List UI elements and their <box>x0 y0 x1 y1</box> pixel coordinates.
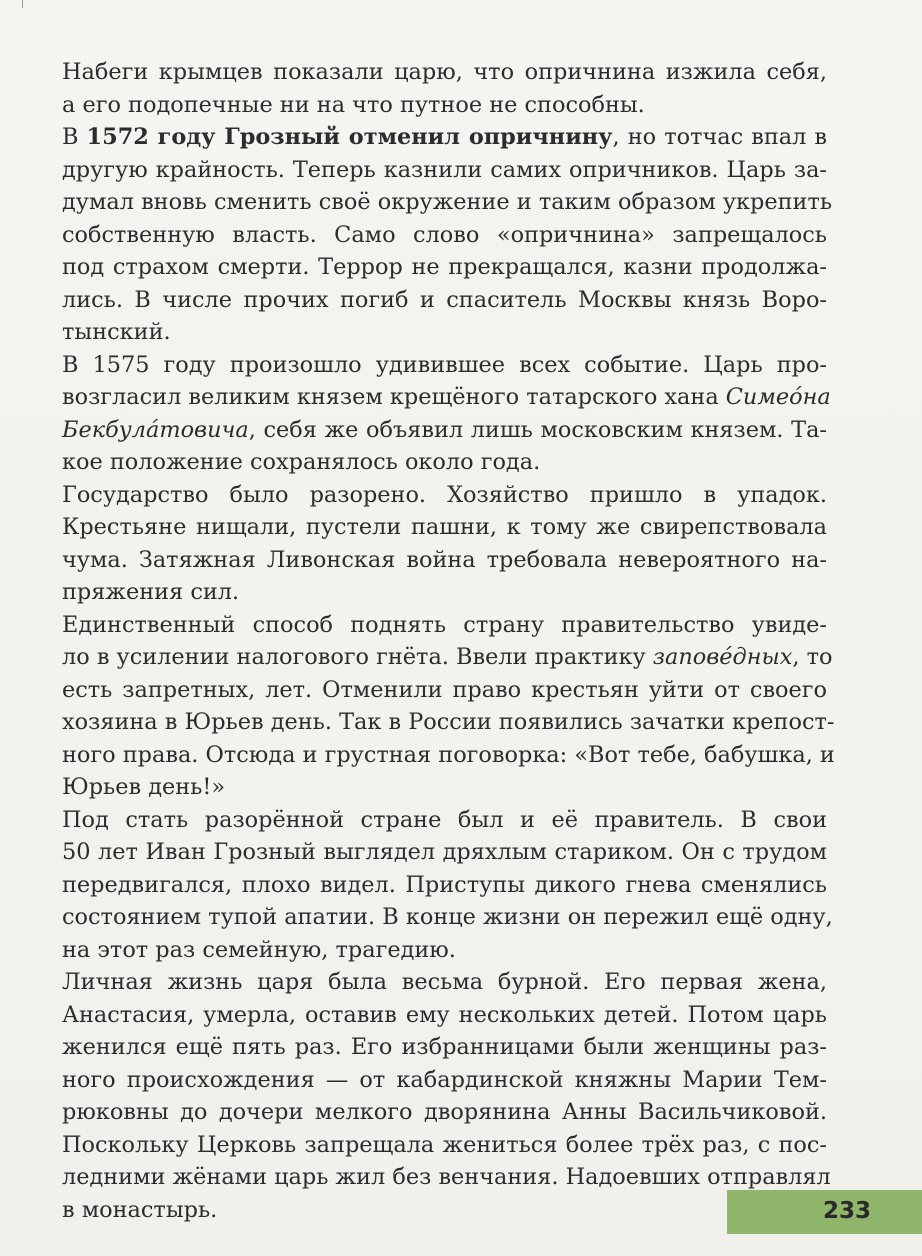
text-line: а его подопечные ни на что путное не способны. <box>62 91 645 118</box>
paragraph <box>62 56 827 121</box>
text-line: состоянием тупой апатии. В конце жизни он пережил ещё одну, <box>62 904 833 930</box>
text-line: Личная жизнь царя была весьма бурной. Его первая жена, <box>62 969 827 995</box>
page-number: 233 <box>822 1198 871 1224</box>
text-line: 50 лет Иван Грозный выглядел дряхлым стариком. Он с трудом <box>62 839 827 865</box>
italic-phrase: Бекбулáтовича <box>62 416 249 443</box>
text-line: ледними жёнами царь жил без венчания. Надоевших отправлял <box>62 1164 831 1190</box>
text-line: Государство было разорено. Хозяйство пришло в упадок. <box>62 481 827 508</box>
text-line-with-italic: ло в усилении налогового гнёта. Ввели практику заповéдных, то <box>62 644 833 670</box>
paragraph <box>62 609 835 804</box>
italic-phrase: заповéдных <box>652 644 793 670</box>
text-line: ного права. Отсюда и грустная поговорка: «Вот тебе, бабушка, и <box>62 741 835 768</box>
text-line: Анастасия, умерла, оставив ему нескольких детей. Потом царь <box>62 1001 827 1028</box>
text-line: пряжения сил. <box>62 579 240 605</box>
text-line: женился ещё пять раз. Его избранницами были женщины раз- <box>62 1034 827 1060</box>
paragraph <box>62 804 833 967</box>
page-edge-mark <box>22 0 23 8</box>
text-line: другую крайность. Теперь казнили самих опричников. Царь за- <box>62 156 827 183</box>
text-line: думал вновь сменить своё окружение и таким образом укрепить <box>62 189 833 215</box>
paragraph <box>62 121 833 349</box>
text-line-with-italic: возгласил великим князем крещёного татарского хана Симеóна <box>62 384 831 410</box>
text-line-with-italic: Бекбулáтовича, себя же объявил лишь московским князем. Та- <box>62 416 827 443</box>
text-line: Под стать разорённой стране был и её правитель. В свои <box>62 806 827 833</box>
text-line: рюковны до дочери мелкого дворянина Анны Васильчиковой. <box>62 1099 827 1125</box>
text-line: Юрьев день!» <box>62 774 226 800</box>
paragraph <box>62 966 831 1226</box>
text-line: хозяина в Юрьев день. Так в России появились зачатки крепост- <box>62 709 835 735</box>
text-line: Поскольку Церковь запрещала жениться более трёх раз, с пос- <box>62 1131 827 1158</box>
italic-phrase: Симеóна <box>725 384 831 410</box>
text-line: В 1575 году произошло удивившее всех событие. Царь про- <box>62 351 827 378</box>
text-line: Крестьяне нищали, пустели пашни, к тому же свирепствовала <box>62 514 827 540</box>
text-line: собственную власть. Само слово «опричнина» запрещалось <box>62 221 827 248</box>
text-line: передвигался, плохо видел. Приступы дикого гнева сменялись <box>62 871 827 898</box>
text-line: чума. Затяжная Ливонская война требовала невероятного на- <box>62 546 827 573</box>
text-line: кое положение сохранялось около года. <box>62 449 541 475</box>
text-line: ного происхождения — от кабардинской княжны Марии Тем- <box>62 1066 827 1093</box>
paragraph <box>62 349 831 479</box>
text-line-with-bold: В 1572 году Грозный отменил опричнину, но тотчас впал в <box>62 124 827 150</box>
text-line: на этот раз семейную, трагедию. <box>62 936 456 963</box>
text-line: тынский. <box>62 319 171 345</box>
bold-phrase: 1572 году Грозный отменил опричнину <box>86 124 613 150</box>
text-line: под страхом смерти. Террор не прекращался, казни продолжа- <box>62 254 827 280</box>
text-line: Единственный способ поднять страну правительство увиде- <box>62 611 827 638</box>
text-line: Набеги крымцев показали царю, что опричнина изжила себя, <box>62 59 827 85</box>
text-line: лись. В числе прочих погиб и спаситель Москвы князь Воро- <box>62 286 827 313</box>
text-line: в монастырь. <box>62 1196 218 1223</box>
body-text <box>62 56 835 1226</box>
paragraph <box>62 479 827 609</box>
text-line: есть запретных, лет. Отменили право крестьян уйти от своего <box>62 676 827 703</box>
